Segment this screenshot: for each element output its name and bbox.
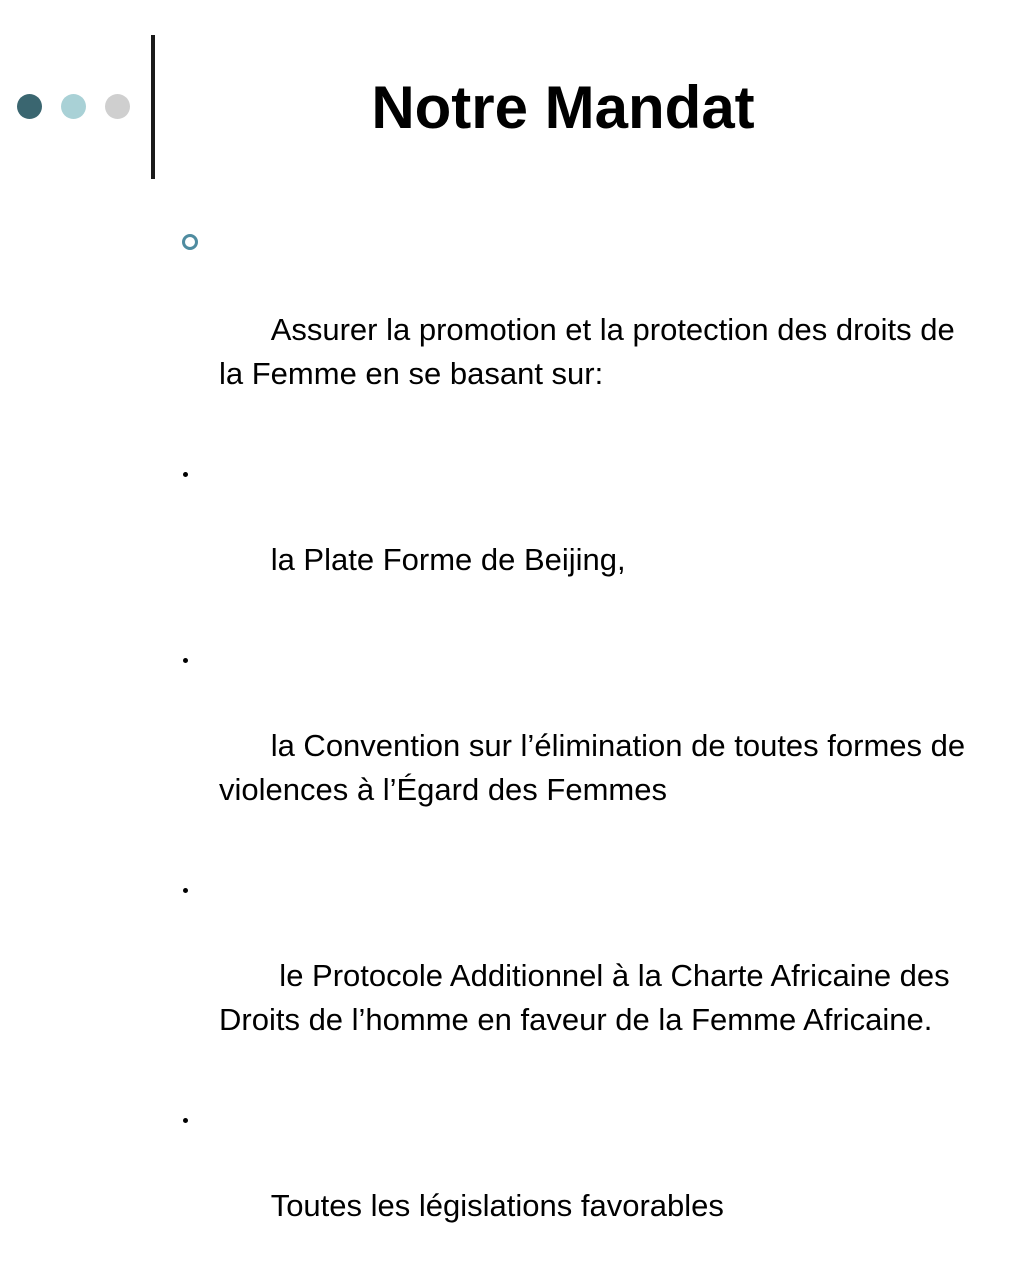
light-teal-dot-icon	[61, 94, 86, 119]
bullet-item-protocole	[178, 866, 968, 1086]
dot-bullet-icon	[183, 658, 188, 663]
dot-bullet-icon	[183, 472, 188, 477]
bullet-item-legislations	[178, 1096, 968, 1272]
bullet-list	[178, 220, 974, 1282]
bullet-text: Assurer la promotion et la protection des droits de la Femme en se basant sur:	[219, 312, 964, 391]
ring-bullet-icon	[182, 234, 198, 250]
bullet-text: la Plate Forme de Beijing,	[270, 542, 626, 577]
bullet-item-convention	[178, 636, 974, 856]
bullet-text: Toutes les législations favorables	[270, 1188, 724, 1223]
title-divider-line	[151, 35, 155, 179]
dot-bullet-icon	[183, 888, 188, 893]
dark-teal-dot-icon	[17, 94, 42, 119]
bullet-text: la Convention sur l’élimination de toutes formes de violences à l’Égard des Femmes	[219, 728, 974, 807]
dot-bullet-icon	[183, 1118, 188, 1123]
gray-dot-icon	[105, 94, 130, 119]
slide-title: Notre Mandat	[371, 74, 755, 141]
bullet-item-beijing	[178, 450, 968, 626]
bullet-text: le Protocole Additionnel à la Charte Africaine des Droits de l’homme en faveur de la Femme Africaine.	[219, 958, 959, 1037]
bullet-item-mandate	[178, 220, 968, 440]
